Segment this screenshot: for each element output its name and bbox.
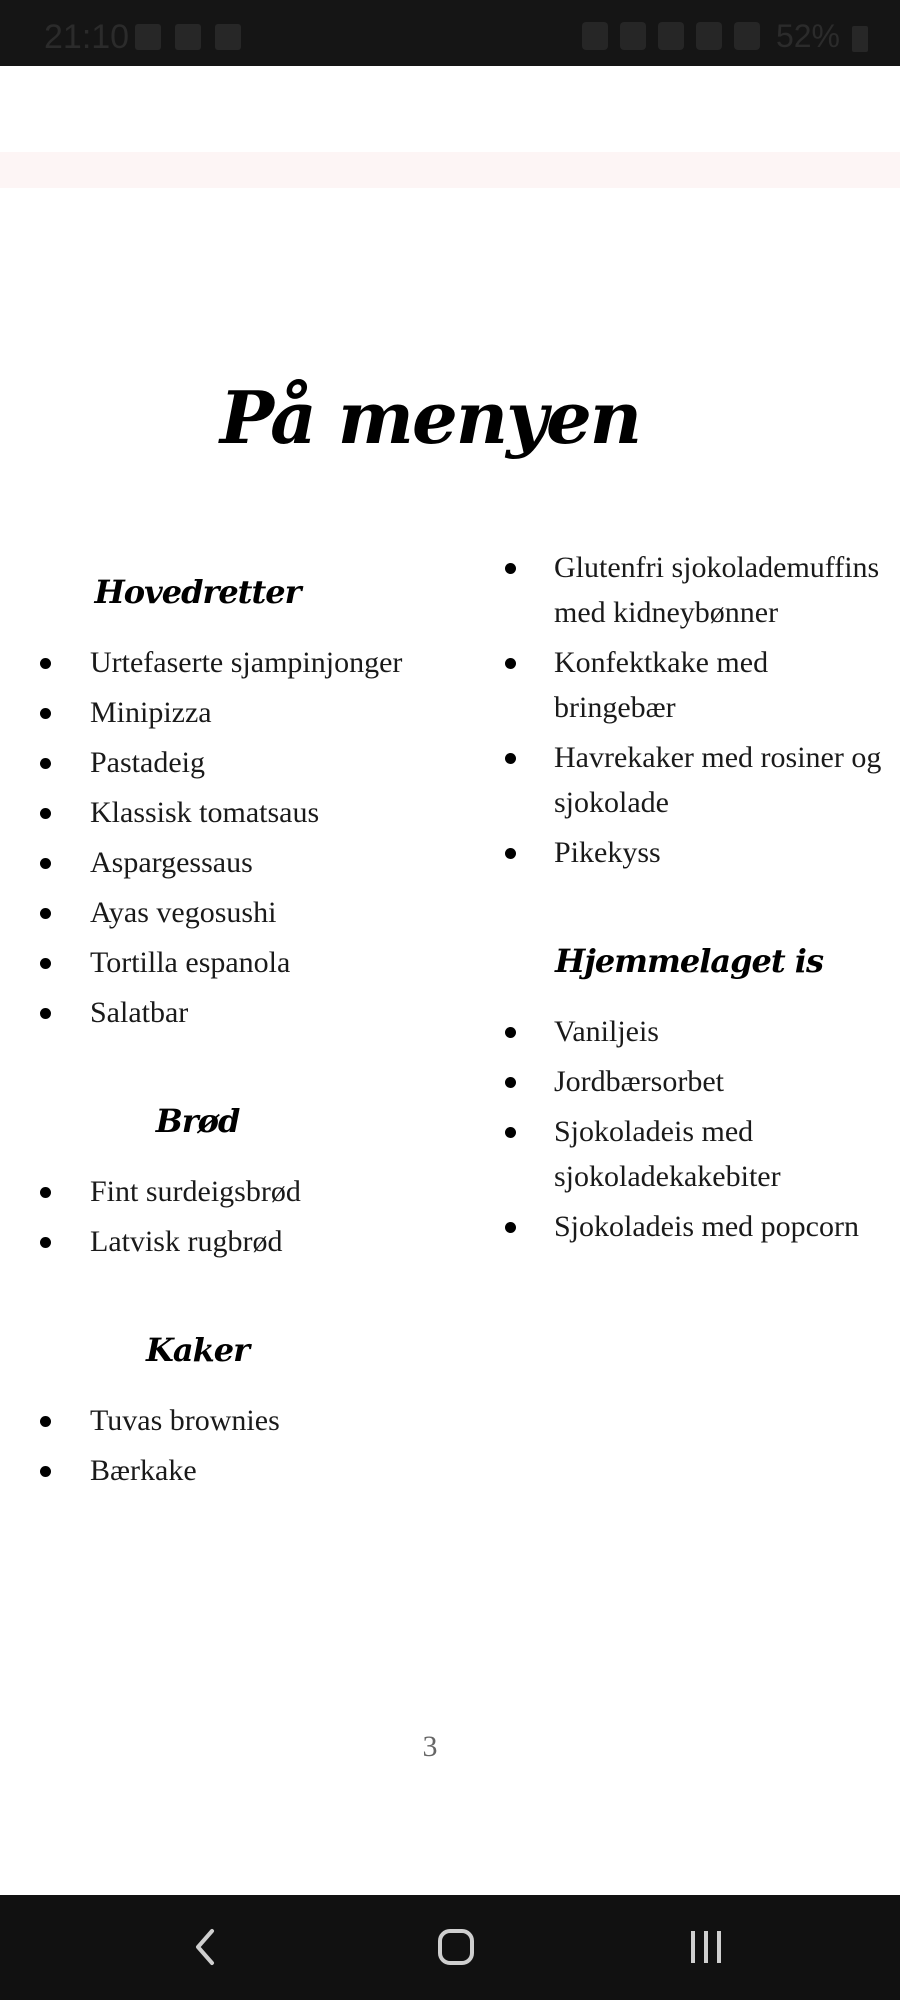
list-item bbox=[0, 840, 450, 885]
list-item bbox=[0, 990, 450, 1035]
list-item-text: Bærkake bbox=[90, 1454, 197, 1487]
bullet-icon bbox=[40, 1237, 51, 1248]
list-item bbox=[465, 1204, 895, 1249]
list-item-text: Salatbar bbox=[90, 996, 189, 1029]
list-item bbox=[0, 940, 450, 985]
alarm-icon bbox=[582, 22, 608, 50]
list-item-text: Havrekaker med rosiner og sjokolade bbox=[554, 741, 882, 819]
wifi-calling-icon bbox=[696, 22, 722, 50]
status-bar bbox=[0, 0, 900, 66]
menu-list bbox=[465, 545, 895, 875]
bullet-icon bbox=[505, 1077, 516, 1088]
bullet-icon bbox=[40, 808, 51, 819]
bullet-icon bbox=[505, 753, 516, 764]
list-item bbox=[0, 690, 450, 735]
list-item bbox=[0, 1219, 450, 1264]
notification-icons bbox=[135, 24, 241, 50]
bullet-icon bbox=[40, 758, 51, 769]
home-icon[interactable] bbox=[434, 1925, 478, 1969]
list-item bbox=[0, 1398, 450, 1443]
list-item bbox=[465, 1059, 895, 1104]
list-item-text: Fint surdeigsbrød bbox=[90, 1175, 301, 1208]
bullet-icon bbox=[40, 708, 51, 719]
bullet-icon bbox=[505, 1027, 516, 1038]
battery-icon bbox=[852, 26, 868, 52]
section-heading: Hjemmelaget is bbox=[555, 942, 823, 980]
list-item-text: Sjokoladeis med sjokoladekakebiter bbox=[554, 1115, 781, 1193]
list-item bbox=[465, 1009, 895, 1054]
bullet-icon bbox=[505, 563, 516, 574]
checkbox-icon bbox=[215, 24, 241, 50]
document-toolbar-band bbox=[0, 152, 900, 188]
bullet-icon bbox=[40, 658, 51, 669]
bullet-icon bbox=[505, 658, 516, 669]
bullet-icon bbox=[505, 1222, 516, 1233]
left-column bbox=[0, 570, 450, 1557]
list-item bbox=[465, 545, 895, 635]
bullet-icon bbox=[40, 1187, 51, 1198]
list-item-text: Urtefaserte sjampinjonger bbox=[90, 646, 403, 679]
mute-icon bbox=[620, 22, 646, 50]
menu-list bbox=[0, 1398, 450, 1493]
bullet-icon bbox=[40, 1416, 51, 1427]
list-item-text: Sjokoladeis med popcorn bbox=[554, 1210, 859, 1243]
bullet-icon bbox=[40, 1466, 51, 1477]
list-item-text: Konfektkake med bringebær bbox=[554, 646, 769, 724]
list-item-text: Tortilla espanola bbox=[90, 946, 291, 979]
menu-list bbox=[465, 1009, 895, 1249]
list-item-text: Tuvas brownies bbox=[90, 1404, 280, 1437]
list-item-text: Glutenfri sjokolademuffins med kidneybønner bbox=[554, 551, 880, 629]
list-item-text: Pastadeig bbox=[90, 746, 205, 779]
bullet-icon bbox=[40, 958, 51, 969]
page-title: På menyen bbox=[219, 375, 641, 460]
battery-percentage: 52% bbox=[775, 18, 840, 54]
gallery-icon bbox=[175, 24, 201, 50]
list-item bbox=[465, 830, 895, 875]
list-item-text: Jordbærsorbet bbox=[554, 1065, 724, 1098]
list-item-text: Klassisk tomatsaus bbox=[90, 796, 320, 829]
bullet-icon bbox=[40, 908, 51, 919]
list-item bbox=[465, 1109, 895, 1199]
section-heading: Brød bbox=[155, 1102, 240, 1140]
bullet-icon bbox=[505, 1127, 516, 1138]
system-icons bbox=[582, 22, 760, 50]
list-item bbox=[465, 640, 895, 730]
butterfly-icon bbox=[135, 24, 161, 50]
signal-icon bbox=[734, 22, 760, 50]
list-item-text: Ayas vegosushi bbox=[90, 896, 277, 929]
recents-icon[interactable] bbox=[684, 1925, 728, 1969]
list-item bbox=[465, 735, 895, 825]
list-item bbox=[0, 740, 450, 785]
menu-list bbox=[0, 1169, 450, 1264]
page-number: 3 bbox=[422, 1730, 438, 1763]
navigation-bar bbox=[0, 1895, 900, 2000]
list-item-text: Aspargessaus bbox=[90, 846, 253, 879]
list-item bbox=[0, 890, 450, 935]
section-heading: Hovedretter bbox=[94, 573, 301, 611]
menu-list bbox=[0, 640, 450, 1035]
back-icon[interactable] bbox=[184, 1925, 228, 1969]
bullet-icon bbox=[40, 1008, 51, 1019]
list-item bbox=[0, 640, 450, 685]
list-item-text: Minipizza bbox=[90, 696, 212, 729]
section-heading: Kaker bbox=[146, 1331, 249, 1369]
right-column bbox=[465, 545, 895, 1313]
list-item-text: Pikekyss bbox=[554, 836, 661, 869]
list-item bbox=[0, 790, 450, 835]
wifi-icon bbox=[658, 22, 684, 50]
bullet-icon bbox=[40, 858, 51, 869]
list-item-text: Vaniljeis bbox=[554, 1015, 659, 1048]
list-item bbox=[0, 1448, 450, 1493]
list-item-text: Latvisk rugbrød bbox=[90, 1225, 283, 1258]
status-time: 21:10 bbox=[44, 18, 130, 56]
list-item bbox=[0, 1169, 450, 1214]
bullet-icon bbox=[505, 848, 516, 859]
